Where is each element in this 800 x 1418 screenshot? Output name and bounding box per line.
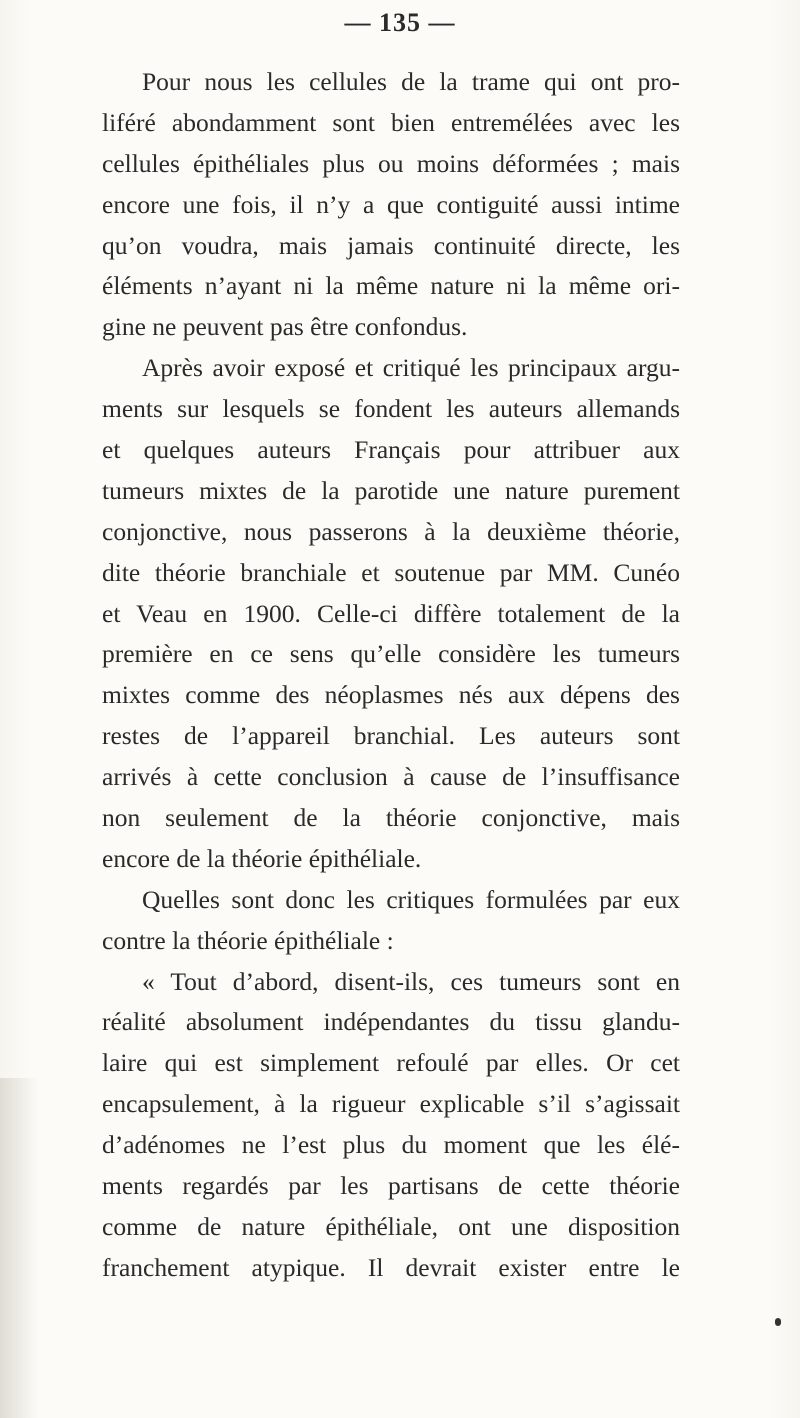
text-line: ments sur lesquels se fondent les auteurs allemands bbox=[102, 394, 680, 424]
text-line: restes de l’appareil branchial. Les auteurs sont bbox=[102, 721, 680, 751]
text-line: laire qui est simplement refoulé par elles. Or cet bbox=[102, 1048, 680, 1078]
ink-speck bbox=[775, 1318, 781, 1326]
text-line: cellules épithéliales plus ou moins déformées ; mais bbox=[102, 148, 680, 178]
text-line: et Veau en 1900. Celle-ci diffère totalement de la bbox=[102, 598, 680, 628]
text-line: tumeurs mixtes de la parotide une nature purement bbox=[102, 475, 680, 505]
text-line: « Tout d’abord, disent-ils, ces tumeurs sont en bbox=[142, 966, 680, 996]
text-line: non seulement de la théorie conjonctive, mais bbox=[102, 803, 680, 833]
page-edge-shadow bbox=[0, 1078, 40, 1418]
text-line: d’adénomes ne l’est plus du moment que les élé- bbox=[102, 1130, 680, 1160]
text-line: réalité absolument indépendantes du tissu glandu- bbox=[102, 1007, 680, 1037]
body-text bbox=[102, 62, 680, 1289]
text-line: Après avoir exposé et critiqué les principaux argu- bbox=[142, 353, 680, 383]
text-line: arrivés à cette conclusion à cause de l’insuffisance bbox=[102, 762, 680, 792]
text-line: Quelles sont donc les critiques formulées par eux bbox=[142, 884, 680, 914]
text-line: encore une fois, il n’y a que contiguité aussi intime bbox=[102, 189, 680, 219]
text-line: gine ne peuvent pas être confondus. bbox=[102, 312, 468, 342]
page-number: — 135 — bbox=[344, 8, 456, 37]
text-line: éléments n’ayant ni la même nature ni la même ori- bbox=[102, 271, 680, 301]
text-line: liféré abondamment sont bien entremélées avec les bbox=[102, 107, 680, 137]
text-line: Pour nous les cellules de la trame qui ont pro- bbox=[142, 67, 680, 96]
text-line: conjonctive, nous passerons à la deuxième théorie, bbox=[102, 516, 680, 546]
text-line: contre la théorie épithéliale : bbox=[102, 925, 394, 955]
text-line: première en ce sens qu’elle considère les tumeurs bbox=[102, 639, 680, 669]
text-line: mixtes comme des néoplasmes nés aux dépens des bbox=[102, 680, 680, 710]
text-line: comme de nature épithéliale, ont une disposition bbox=[102, 1211, 680, 1241]
text-line: et quelques auteurs Français pour attribuer aux bbox=[102, 435, 680, 465]
text-line: encapsulement, à la rigueur explicable s’il s’agissait bbox=[102, 1089, 680, 1119]
text-line: qu’on voudra, mais jamais continuité directe, les bbox=[102, 230, 680, 260]
text-line: encore de la théorie épithéliale. bbox=[102, 843, 422, 873]
text-line: dite théorie branchiale et soutenue par MM. Cunéo bbox=[102, 557, 680, 587]
text-line: ments regardés par les partisans de cette théorie bbox=[102, 1171, 680, 1201]
text-line: franchement atypique. Il devrait exister entre le bbox=[102, 1252, 680, 1282]
